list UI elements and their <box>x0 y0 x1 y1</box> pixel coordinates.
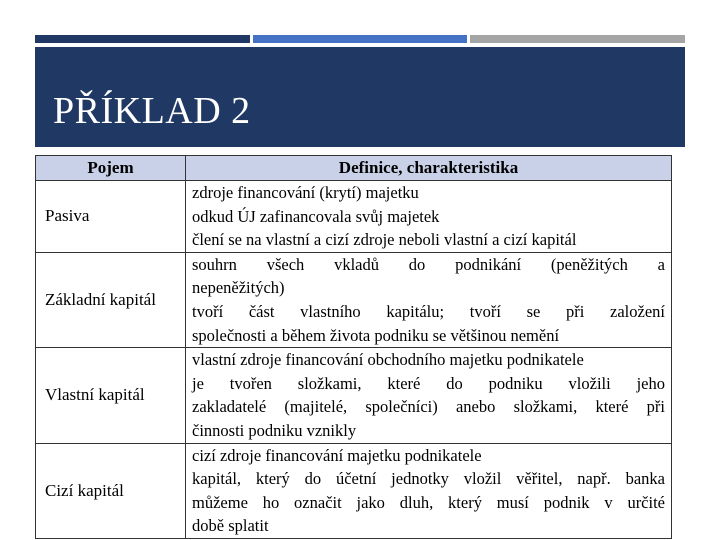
term-cell: Vlastní kapitál <box>36 348 186 443</box>
table-row <box>36 252 672 347</box>
definition-line: vlastní zdroje financování obchodního majetku podnikatele <box>192 350 584 370</box>
definition-line: souhrn všech vkladů do podnikání (peněžitých a <box>192 254 665 274</box>
definition-line: je tvořen složkami, které do podniku vložili jeho <box>192 373 665 393</box>
accent-bar-dark <box>35 35 250 43</box>
term-cell: Základní kapitál <box>36 252 186 347</box>
definition-cell <box>186 181 672 253</box>
table-row <box>36 181 672 253</box>
accent-bar-mid <box>253 35 467 43</box>
term-cell: Pasiva <box>36 181 186 253</box>
definition-line: kapitál, který do účetní jednotky vložil věřitel, např. banka <box>192 469 665 489</box>
definition-cell <box>186 443 672 538</box>
table-row <box>36 348 672 443</box>
definition-line: tvoří část vlastního kapitálu; tvoří se při založení <box>192 301 665 321</box>
definition-line: činnosti podniku vznikly <box>192 420 357 440</box>
definitions-table <box>35 155 672 539</box>
definition-line: zakladatelé (majitelé, společníci) anebo složkami, které při <box>192 397 665 417</box>
definition-cell <box>186 252 672 347</box>
definition-cell <box>186 348 672 443</box>
accent-bar-light <box>470 35 685 43</box>
title-banner <box>35 47 685 147</box>
slide-title: PŘÍKLAD 2 <box>53 90 251 132</box>
definition-line: můžeme ho označit jako dluh, který musí podnik v určité <box>192 492 665 512</box>
table-header-row <box>36 156 672 181</box>
definition-line: odkud ÚJ zafinancovala svůj majetek <box>192 206 440 226</box>
header-definition: Definice, charakteristika <box>186 156 672 181</box>
table-row <box>36 443 672 538</box>
definition-line: člení se na vlastní a cizí zdroje neboli vlastní a cizí kapitál <box>192 230 577 250</box>
term-cell: Cizí kapitál <box>36 443 186 538</box>
definition-line: cizí zdroje financování majetku podnikatele <box>192 445 482 465</box>
definition-line: době splatit <box>192 516 269 536</box>
definition-line: společnosti a během života podniku se většinou nemění <box>192 325 560 345</box>
definition-line: zdroje financování (krytí) majetku <box>192 183 419 202</box>
header-term: Pojem <box>36 156 186 181</box>
definition-line: nepeněžitých) <box>192 278 285 298</box>
